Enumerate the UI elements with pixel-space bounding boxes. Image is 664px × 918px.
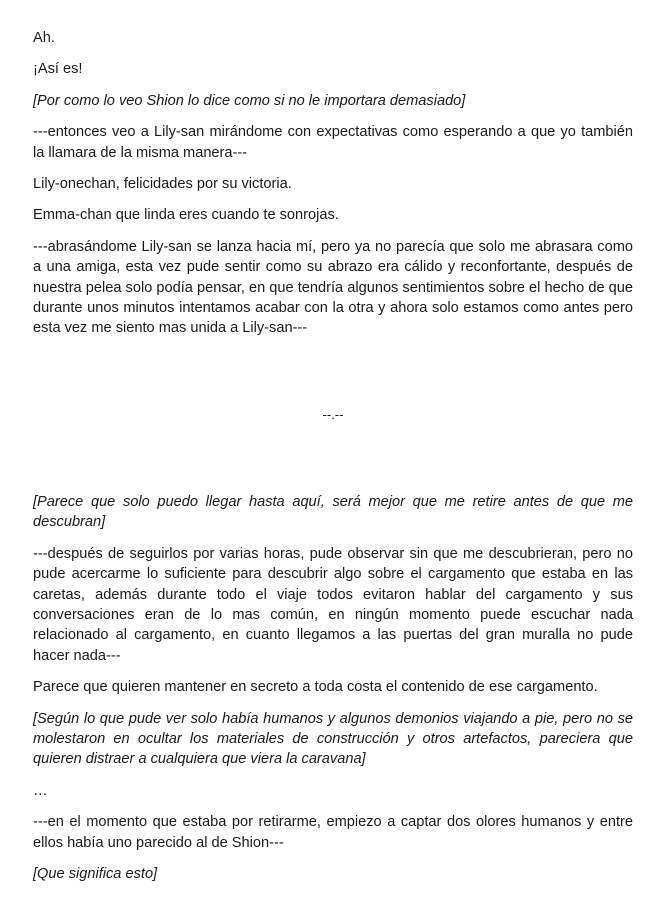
paragraph: … [33,782,48,799]
paragraph: ¡Así es! [33,61,83,78]
paragraph: ---después de seguirlos por varias horas, pude observar sin que me descubrieran, pero no pude acercarme lo suficiente para descubrir algo sobre el cargamento que estaba en las caretas, además durante todo el viaje todos evitaron hablar del cargamento y sus conversaciones eran de lo mas común, en ningún momento puede escuchar nada relacionado al cargamento, en cuanto llegamos a las puertas del gran muralla no pude hacer nada--- [33,545,633,664]
paragraph: Ah. [33,30,55,46]
paragraph: [Que significa esto] [33,865,158,882]
paragraph: ---en el momento que estaba por retirarme, empiezo a captar dos olores humanos y entre ellos había uno parecido al de Shion--- [33,814,633,851]
paragraph: Lily-onechan, felicidades por su victoria. [33,176,292,193]
paragraph: ---abrasándome Lily-san se lanza hacia mí, pero ya no parecía que solo me abrasara como a una amiga, esta vez pude sentir como su abrazo era cálido y reconfortante, después de nuestra pelea solo podía pensar, en que tendría algunos sentimientos sobre el hecho de que durante unos minutos intentamos acabar con la otra y ahora solo estamos como antes pero esta vez me siento mas unida a Lily-san--- [33,238,633,337]
paragraph: [Parece que solo puedo llegar hasta aquí, será mejor que me retire antes de que me descubran] [33,493,633,531]
scene-separator: --.-- [322,406,344,422]
bottom-section [33,492,633,885]
paragraph: [Según lo que pude ver solo había humanos y algunos demonios viajando a pie, pero no se molestaron en ocultar los materiales de construcción y otros artefactos, pareciera que quieren distraer a cualquiera que viera la caravana] [33,710,633,768]
paragraph: Parece que quieren mantener en secreto a toda costa el contenido de ese cargamento. [33,679,598,696]
paragraph: ---entonces veo a Lily-san mirándome con expectativas como esperando a que yo también la llamara de la misma manera--- [33,124,633,161]
section-gap [33,425,633,492]
section-gap [33,350,633,405]
document-page [33,28,633,895]
paragraph: [Por como lo veo Shion lo dice como si no le importara demasiado] [33,92,466,109]
top-section [33,28,633,339]
paragraph: Emma-chan que linda eres cuando te sonrojas. [33,207,339,224]
